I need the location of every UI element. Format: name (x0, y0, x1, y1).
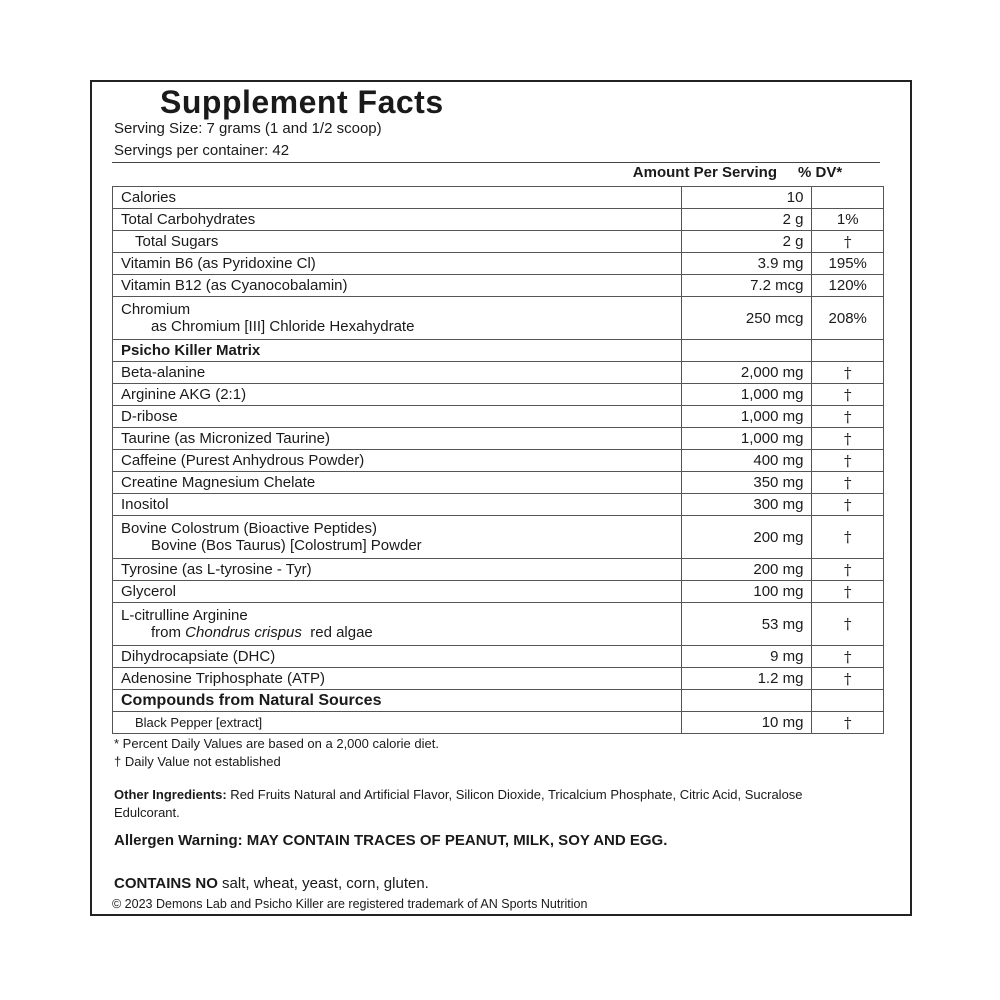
table-row (113, 231, 884, 253)
row-subname-italic: Chondrus crispus (185, 624, 302, 641)
row-amount: 1,000 mg (682, 428, 812, 450)
row-name: Dihydrocapsiate (DHC) (113, 646, 682, 668)
row-dv: † (812, 559, 884, 581)
row-amount: 400 mg (682, 450, 812, 472)
row-name: Vitamin B12 (as Cyanocobalamin) (113, 275, 682, 297)
row-dv: † (812, 231, 884, 253)
row-subname: as Chromium [III] Chloride Hexahydrate (151, 318, 415, 335)
row-dv: † (812, 384, 884, 406)
row-name: Glycerol (113, 581, 682, 603)
servings-per-container: Servings per container: 42 (114, 142, 290, 159)
row-name: Inositol (113, 494, 682, 516)
row-dv: † (812, 581, 884, 603)
row-dv: † (812, 494, 884, 516)
row-dv: † (812, 428, 884, 450)
row-subname: Bovine (Bos Taurus) [Colostrum] Powder (151, 537, 422, 554)
table-row (113, 712, 884, 734)
row-name: Calories (113, 187, 682, 209)
compounds-title: Compounds from Natural Sources (113, 690, 682, 712)
row-dv: † (812, 472, 884, 494)
header-daily-value: % DV* (798, 164, 843, 181)
nutrition-table (112, 186, 884, 734)
row-dv: 195% (812, 253, 884, 275)
contains-no-label: CONTAINS NO (114, 875, 218, 892)
row-name-multiline (113, 516, 682, 559)
table-row (113, 187, 884, 209)
row-dv: † (812, 668, 884, 690)
row-dv: † (812, 362, 884, 384)
row-amount: 2,000 mg (682, 362, 812, 384)
table-row (113, 297, 884, 340)
table-row (113, 603, 884, 646)
row-amount: 200 mg (682, 516, 812, 559)
matrix-title: Psicho Killer Matrix (113, 340, 682, 362)
row-amount: 1,000 mg (682, 384, 812, 406)
table-row (113, 559, 884, 581)
row-name: Total Carbohydrates (113, 209, 682, 231)
row-name: Total Sugars (113, 231, 682, 253)
section-header-row (113, 690, 884, 712)
table-row (113, 384, 884, 406)
row-amount: 2 g (682, 209, 812, 231)
allergen-warning: Allergen Warning: MAY CONTAIN TRACES OF PEANUT, MILK, SOY AND EGG. (114, 832, 668, 849)
row-name: Tyrosine (as L-tyrosine - Tyr) (113, 559, 682, 581)
row-name: Taurine (as Micronized Taurine) (113, 428, 682, 450)
table-row (113, 494, 884, 516)
label-title: Supplement Facts (160, 84, 444, 120)
contains-no-text: salt, wheat, yeast, corn, gluten. (217, 875, 429, 892)
row-dv (812, 187, 884, 209)
table-row (113, 450, 884, 472)
footnote-daily-value: * Percent Daily Values are based on a 2,000 calorie diet. (114, 736, 439, 751)
row-amount: 2 g (682, 231, 812, 253)
table-row (113, 253, 884, 275)
table-row (113, 516, 884, 559)
row-name: D-ribose (113, 406, 682, 428)
table-row (113, 668, 884, 690)
row-amount: 7.2 mcg (682, 275, 812, 297)
row-dv: † (812, 646, 884, 668)
row-name: Black Pepper [extract] (113, 712, 682, 734)
table-row (113, 275, 884, 297)
other-ingredients-text: Red Fruits Natural and Artificial Flavor, Silicon Dioxide, Tricalcium Phosphate, Citric Acid, Sucralose Edulcorant. (114, 787, 803, 820)
row-dv: † (812, 516, 884, 559)
contains-no (114, 875, 429, 892)
table-row (113, 406, 884, 428)
row-dv: † (812, 712, 884, 734)
table-row (113, 209, 884, 231)
row-name: Adenosine Triphosphate (ATP) (113, 668, 682, 690)
row-subname (121, 624, 673, 641)
table-row (113, 472, 884, 494)
copyright-notice: © 2023 Demons Lab and Psicho Killer are registered trademark of AN Sports Nutrition (112, 897, 588, 911)
row-name: Bovine Colostrum (Bioactive Peptides) (121, 520, 377, 537)
row-dv: 208% (812, 297, 884, 340)
row-name: Arginine AKG (2:1) (113, 384, 682, 406)
row-name: Chromium (121, 301, 191, 318)
row-dv: † (812, 450, 884, 472)
row-dv: † (812, 406, 884, 428)
row-amount: 300 mg (682, 494, 812, 516)
row-name: Creatine Magnesium Chelate (113, 472, 682, 494)
row-name: L-citrulline Arginine (121, 607, 248, 624)
row-dv: 120% (812, 275, 884, 297)
row-amount: 9 mg (682, 646, 812, 668)
supplement-facts-label (90, 80, 912, 916)
row-subname-suffix: red algae (301, 624, 373, 641)
serving-size: Serving Size: 7 grams (1 and 1/2 scoop) (114, 120, 382, 137)
row-name: Vitamin B6 (as Pyridoxine Cl) (113, 253, 682, 275)
row-name: Caffeine (Purest Anhydrous Powder) (113, 450, 682, 472)
table-row (113, 581, 884, 603)
header-amount-per-serving: Amount Per Serving (632, 164, 777, 181)
row-dv: † (812, 603, 884, 646)
table-row (113, 428, 884, 450)
table-row (113, 362, 884, 384)
row-subname-prefix: from (151, 624, 186, 641)
row-amount: 1.2 mg (682, 668, 812, 690)
row-amount: 10 (682, 187, 812, 209)
other-ingredients (114, 786, 844, 822)
row-name-multiline (113, 603, 682, 646)
row-amount: 350 mg (682, 472, 812, 494)
row-name: Beta-alanine (113, 362, 682, 384)
row-dv: 1% (812, 209, 884, 231)
row-amount: 1,000 mg (682, 406, 812, 428)
row-amount: 100 mg (682, 581, 812, 603)
table-row (113, 646, 884, 668)
row-amount: 10 mg (682, 712, 812, 734)
other-ingredients-label: Other Ingredients: (114, 787, 227, 802)
footnote-dagger: † Daily Value not established (114, 754, 281, 769)
divider (112, 162, 880, 163)
row-amount: 53 mg (682, 603, 812, 646)
row-name-multiline (113, 297, 682, 340)
section-header-row (113, 340, 884, 362)
row-amount: 3.9 mg (682, 253, 812, 275)
row-amount: 200 mg (682, 559, 812, 581)
row-amount: 250 mcg (682, 297, 812, 340)
